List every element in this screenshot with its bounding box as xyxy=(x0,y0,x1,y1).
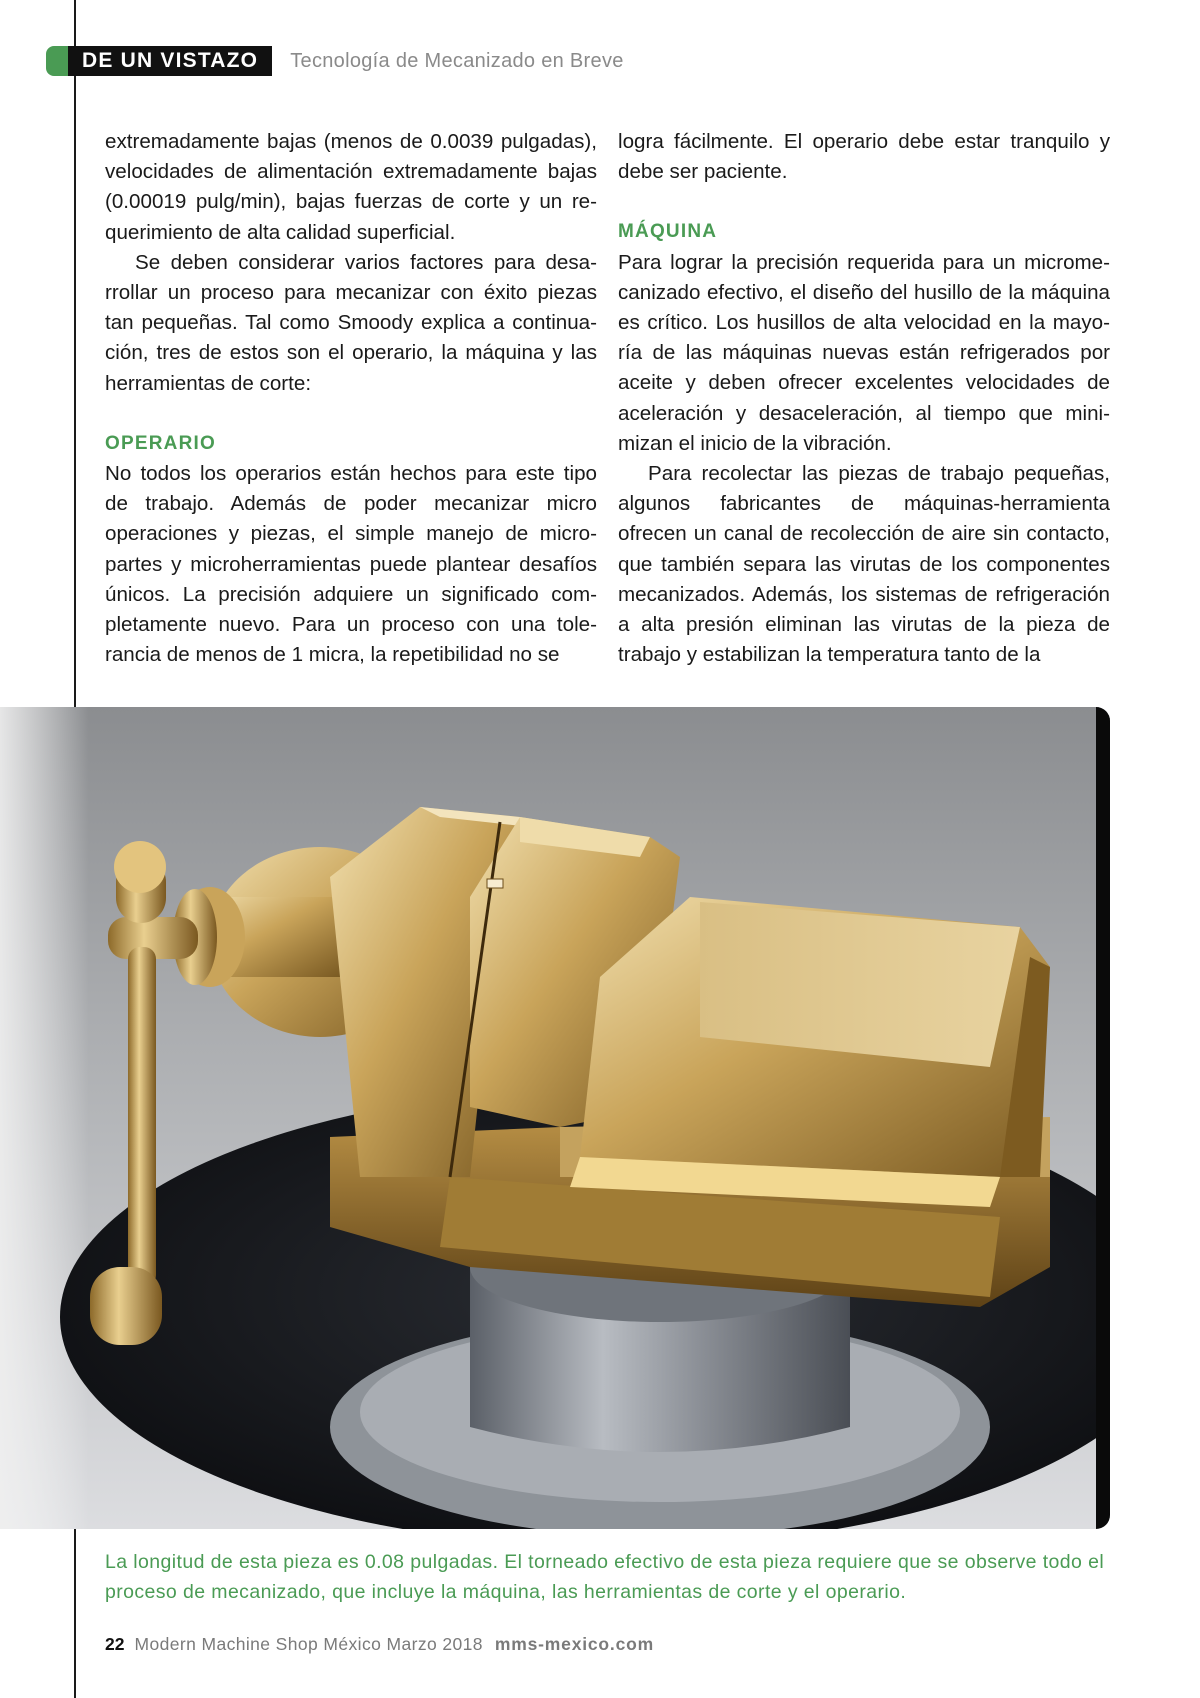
heading-maquina: MÁQUINA xyxy=(618,221,718,243)
right-paragraph-2: Para lograr la precisión requerida para un micromecanizado efectivo, el diseño del husillo de la máquina es crítico. Los husillos de alta velocidad en la mayoría de las máquinas nuevas están refrigerados por aceite y deben ofrecer excelentes velocidades de aceleración y desaceleración, al tiempo que minimizan el inicio de la vibración. xyxy=(618,250,1110,455)
left-paragraph-1: extremadamente bajas (menos de 0.0039 pulgadas), velocidades de alimentación extremadamente bajas (0.00019 pulg/min), bajas fuerzas de corte y un requerimiento de alta calidad superficial. xyxy=(105,130,597,244)
section-badge xyxy=(46,46,272,76)
right-paragraph-3: Para recolectar las piezas de trabajo pequeñas, algunos fabricantes de máquinas-herramienta ofrecen un canal de recolección de aire sin contacto, que también separa las virutas de los componentes mecanizados. Además, los sistemas de refrigeración a alta presión eliminan las virutas de la pieza de trabajo y estabilizan la temperatura tanto de la xyxy=(618,462,1110,667)
photo-caption: La longitud de esta pieza es 0.08 pulgadas. El torneado efectivo de esta pieza requiere que se observe todo el proceso de mecanizado, que incluye la máquina, las herramientas de corte y el operario. xyxy=(105,1551,1105,1603)
website-url[interactable]: mms-mexico.com xyxy=(494,1634,654,1654)
page-number: 22 xyxy=(105,1634,125,1654)
page-footer xyxy=(105,1634,654,1655)
left-paragraph-2: Se deben considerar varios factores para desarrollar un proceso para mecanizar con éxito piezas tan pequeñas. Tal como Smoody explica a continuación, tres de estos son el operario, la máquina y las herramientas de corte: xyxy=(105,250,597,395)
section-label: DE UN VISTAZO xyxy=(68,46,272,76)
right-text-column xyxy=(618,127,1110,670)
heading-operario: OPERARIO xyxy=(105,432,216,454)
left-text-column xyxy=(105,127,597,670)
section-subtitle: Tecnología de Mecanizado en Breve xyxy=(290,49,624,72)
publication-name: Modern Machine Shop México Marzo 2018 xyxy=(134,1634,483,1654)
right-paragraph-1: logra fácilmente. El operario debe estar tranquilo y debe ser paciente. xyxy=(618,130,1110,184)
section-header xyxy=(46,46,624,76)
micro-vise-photo xyxy=(0,707,1110,1529)
left-paragraph-3: No todos los operarios están hechos para este tipo de trabajo. Además de poder mecanizar micro operaciones y piezas, el simple manejo de micropartes y microherramientas puede plantear desafíos únicos. La precisión adquiere un significado completamente nuevo. Para un proceso con una tolerancia de menos de 1 micra, la repetibilidad no se xyxy=(105,462,597,667)
